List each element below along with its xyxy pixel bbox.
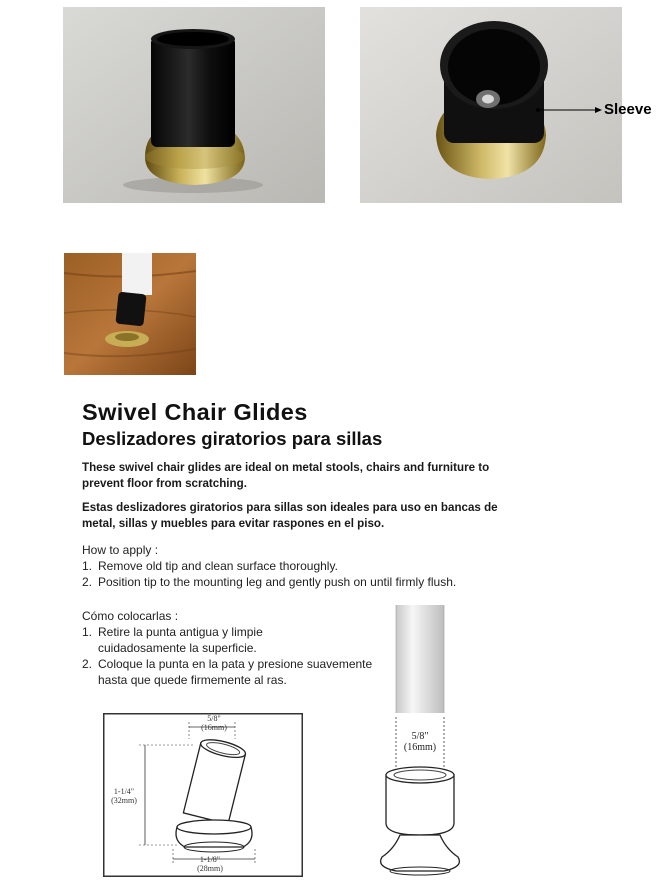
step-item: 2. Position tip to the mounting leg and gently push on until firmly flush. [82,575,457,589]
product-title: Swivel Chair Glides [82,399,308,425]
steps-spanish [82,624,372,688]
sleeve-label: Sleeve [604,101,652,118]
how-to-apply-heading: How to apply : [82,543,159,557]
como-colocarlas-heading: Cómo colocarlas : [82,609,179,623]
dim-leg-label: 5/8" (16mm) [403,731,437,753]
step-item: 2. Coloque la punta en la pata y presione suavemente hasta que quede firmemente al ras. [82,657,373,687]
glide-installation-diagram [370,605,470,877]
glide-photo-installed [64,253,196,375]
steps-english [82,558,462,590]
dim-top-label: 5/8" (16mm) [201,714,227,732]
glide-dimension-diagram [103,713,303,877]
product-subtitle: Deslizadores giratorios para sillas [82,428,383,449]
dim-height-label: 1-1/4" (32mm) [111,787,137,805]
step-item: 1. Retire la punta antigua y limpie cuidadosamente la superficie. [82,625,263,655]
intro-spanish: Estas deslizadores giratorios para sillas son ideales para uso en bancas de metal, sillas y muebles para evitar raspones en el piso. [82,501,498,530]
intro-english: These swivel chair glides are ideal on metal stools, chairs and furniture to prevent floor from scratching. [82,461,490,490]
glide-photo-front [63,7,325,203]
dim-base-label: 1-1/8" (28mm) [197,855,223,873]
step-item: 1. Remove old tip and clean surface thoroughly. [82,559,338,573]
